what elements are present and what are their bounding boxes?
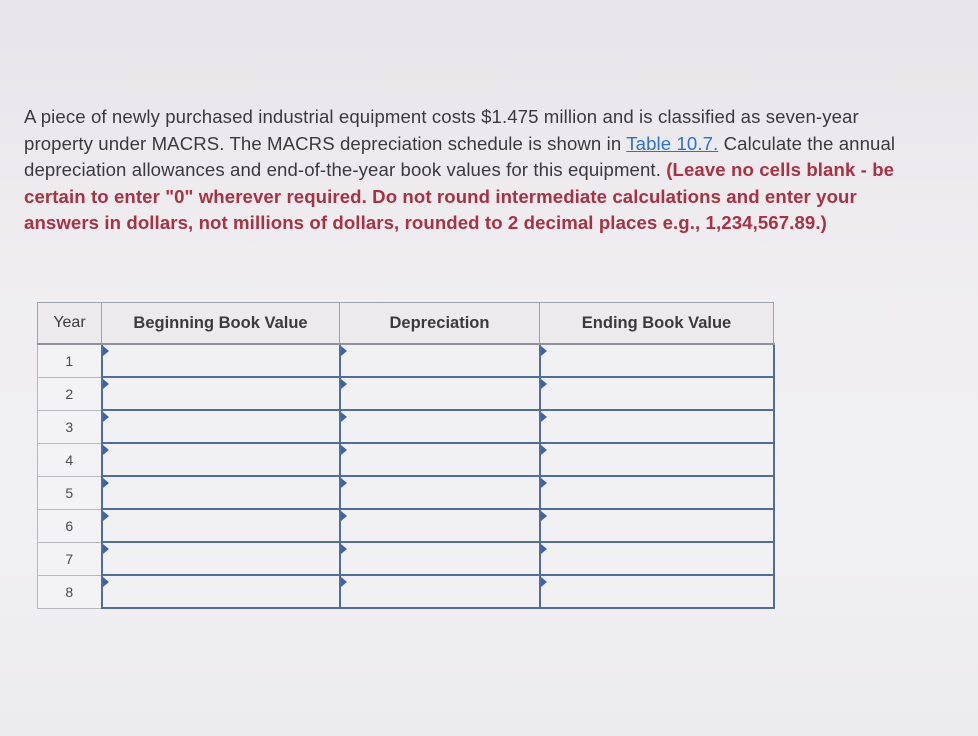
- ending-book-value-input[interactable]: [541, 510, 773, 541]
- year-cell: 5: [38, 476, 102, 509]
- beginning-book-value-input[interactable]: [103, 345, 339, 376]
- table-row: [38, 476, 774, 509]
- triangle-right-icon: [341, 445, 347, 455]
- triangle-right-icon: [541, 544, 547, 554]
- table-row: [38, 443, 774, 476]
- depreciation-table: [37, 302, 775, 609]
- beginning-book-value-input[interactable]: [103, 543, 339, 574]
- ending-book-value-input[interactable]: [541, 444, 773, 475]
- depreciation-input[interactable]: [341, 444, 539, 475]
- ending-book-value-input[interactable]: [541, 576, 773, 607]
- beginning-book-value-input[interactable]: [103, 576, 339, 607]
- triangle-right-icon: [541, 412, 547, 422]
- depreciation-cell[interactable]: [340, 344, 540, 377]
- triangle-right-icon: [541, 445, 547, 455]
- beginning-book-value-input[interactable]: [103, 444, 339, 475]
- triangle-right-icon: [103, 445, 109, 455]
- instruction-note: (Leave no cells blank - be certain to enter "0" wherever required. Do not round intermediate calculations and enter your answers in dollars, not millions of dollars, rounded to 2 decimal places e.g., 1,234,567.89.): [24, 159, 895, 233]
- year-cell: 8: [38, 575, 102, 608]
- depreciation-input[interactable]: [341, 477, 539, 508]
- depreciation-cell[interactable]: [340, 377, 540, 410]
- depreciation-input[interactable]: [341, 543, 539, 574]
- depreciation-cell[interactable]: [340, 410, 540, 443]
- table-header-row: [38, 303, 774, 345]
- ending-book-value-input[interactable]: [541, 411, 773, 442]
- triangle-right-icon: [341, 379, 347, 389]
- beginning-cell[interactable]: [102, 476, 340, 509]
- beginning-cell[interactable]: [102, 542, 340, 575]
- triangle-right-icon: [341, 412, 347, 422]
- ending-book-value-input[interactable]: [541, 543, 773, 574]
- depreciation-input[interactable]: [341, 345, 539, 376]
- question-body-continued: Calculate the annual depreciation allowances and end-of-the-year book values for this equipment.: [24, 132, 896, 180]
- triangle-right-icon: [103, 511, 109, 521]
- year-cell: 7: [38, 542, 102, 575]
- year-cell: 4: [38, 443, 102, 476]
- depreciation-input[interactable]: [341, 510, 539, 541]
- beginning-book-value-input[interactable]: [103, 510, 339, 541]
- ending-book-value-input[interactable]: [541, 345, 773, 376]
- depreciation-cell[interactable]: [340, 542, 540, 575]
- year-cell: 1: [38, 344, 102, 377]
- table-10-7-link[interactable]: Table 10.7.: [626, 132, 719, 154]
- triangle-right-icon: [103, 478, 109, 488]
- table-row: [38, 509, 774, 542]
- triangle-right-icon: [341, 577, 347, 587]
- triangle-right-icon: [341, 511, 347, 521]
- triangle-right-icon: [541, 577, 547, 587]
- year-cell: 2: [38, 377, 102, 410]
- header-ending-book-value: Ending Book Value: [540, 303, 774, 345]
- triangle-right-icon: [103, 379, 109, 389]
- ending-book-value-input[interactable]: [541, 378, 773, 409]
- beginning-cell[interactable]: [102, 509, 340, 542]
- table-row: [38, 542, 774, 575]
- triangle-right-icon: [341, 478, 347, 488]
- table-row: [38, 575, 774, 608]
- depreciation-input[interactable]: [341, 576, 539, 607]
- beginning-book-value-input[interactable]: [103, 411, 339, 442]
- table-body: [38, 344, 774, 608]
- depreciation-cell[interactable]: [340, 509, 540, 542]
- ending-cell[interactable]: [540, 344, 774, 377]
- triangle-right-icon: [341, 346, 347, 356]
- depreciation-cell[interactable]: [340, 476, 540, 509]
- header-beginning-book-value: Beginning Book Value: [102, 303, 340, 345]
- triangle-right-icon: [103, 577, 109, 587]
- beginning-cell[interactable]: [102, 575, 340, 608]
- year-cell: 6: [38, 509, 102, 542]
- ending-book-value-input[interactable]: [541, 477, 773, 508]
- depreciation-cell[interactable]: [340, 443, 540, 476]
- depreciation-input[interactable]: [341, 411, 539, 442]
- triangle-right-icon: [541, 511, 547, 521]
- triangle-right-icon: [103, 412, 109, 422]
- beginning-book-value-input[interactable]: [103, 378, 339, 409]
- table-row: [38, 377, 774, 410]
- beginning-cell[interactable]: [102, 410, 340, 443]
- depreciation-input[interactable]: [341, 378, 539, 409]
- triangle-right-icon: [541, 346, 547, 356]
- header-depreciation: Depreciation: [340, 303, 540, 345]
- triangle-right-icon: [541, 478, 547, 488]
- triangle-right-icon: [541, 379, 547, 389]
- table-row: [38, 344, 774, 377]
- beginning-cell[interactable]: [102, 443, 340, 476]
- triangle-right-icon: [341, 544, 347, 554]
- ending-cell[interactable]: [540, 443, 774, 476]
- question-body: A piece of newly purchased industrial equipment costs $1.475 million and is classified as seven-year property under MACRS. The MACRS depreciation schedule is shown in: [24, 106, 859, 154]
- depreciation-table-container: [37, 302, 773, 608]
- question-text: [24, 104, 928, 237]
- beginning-book-value-input[interactable]: [103, 477, 339, 508]
- ending-cell[interactable]: [540, 377, 774, 410]
- ending-cell[interactable]: [540, 410, 774, 443]
- triangle-right-icon: [103, 544, 109, 554]
- ending-cell[interactable]: [540, 509, 774, 542]
- beginning-cell[interactable]: [102, 377, 340, 410]
- header-year: Year: [38, 303, 102, 345]
- year-cell: 3: [38, 410, 102, 443]
- ending-cell[interactable]: [540, 575, 774, 608]
- table-row: [38, 410, 774, 443]
- depreciation-cell[interactable]: [340, 575, 540, 608]
- ending-cell[interactable]: [540, 476, 774, 509]
- triangle-right-icon: [103, 346, 109, 356]
- beginning-cell[interactable]: [102, 344, 340, 377]
- ending-cell[interactable]: [540, 542, 774, 575]
